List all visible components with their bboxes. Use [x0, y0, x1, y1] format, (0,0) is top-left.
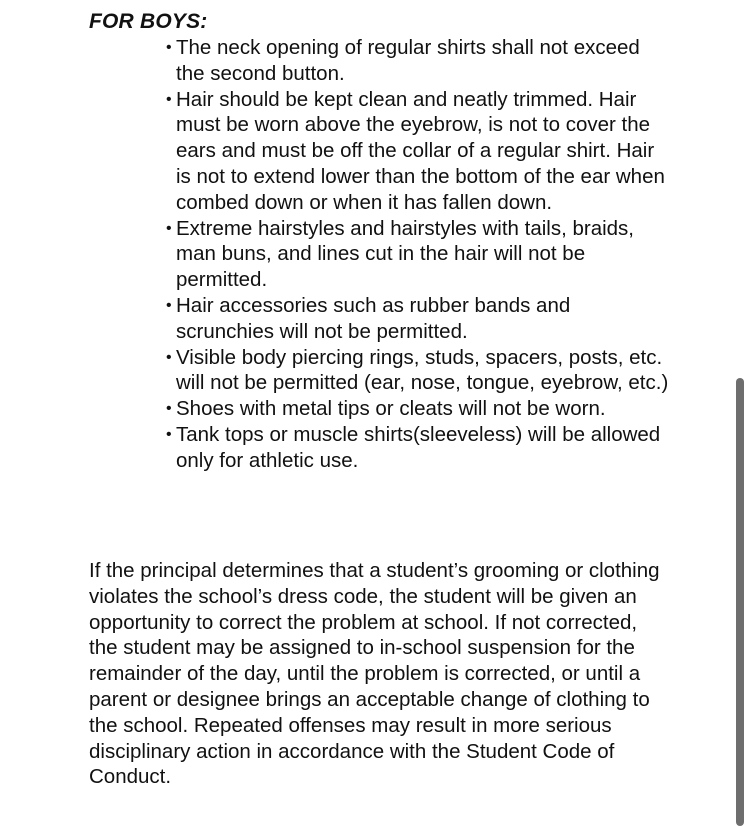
- rules-list: [155, 35, 670, 474]
- list-item: [155, 396, 670, 422]
- list-item-text: Visible body piercing rings, studs, spacers, posts, etc. will not be permitted (ear, nose, tongue, eyebrow, etc.): [176, 345, 669, 395]
- list-item-text: Extreme hairstyles and hairstyles with tails, braids, man buns, and lines cut in the hair will not be permitted.: [176, 216, 635, 292]
- list-item: [155, 216, 670, 293]
- list-item: [155, 422, 670, 474]
- bullet-icon: •: [166, 296, 172, 314]
- bullet-icon: •: [166, 400, 172, 418]
- list-item: [155, 35, 670, 87]
- list-item-text: Hair should be kept clean and neatly trimmed. Hair must be worn above the eyebrow, is not to cover the ears and must be off the collar of a regular shirt. Hair is not to extend lower than the bottom of the ear when combed down or when it has fallen down.: [176, 87, 665, 214]
- policy-paragraph: If the principal determines that a student’s grooming or clothing violates the school’s dress code, the student will be given an opportunity to correct the problem at school. If not corrected, the student may be assigned to in-school suspension for the remainder of the day, until the problem is corrected, or until a parent or designee brings an acceptable change of clothing to the school. Repeated offenses may result in more serious disciplinary action in accordance with the Student Code of Conduct.: [89, 559, 660, 789]
- list-item-text: Shoes with metal tips or cleats will not be worn.: [176, 397, 606, 421]
- list-item: [155, 345, 670, 397]
- list-item-text: Hair accessories such as rubber bands and scrunchies will not be permitted.: [176, 293, 571, 343]
- list-item-text: Tank tops or muscle shirts(sleeveless) will be allowed only for athletic use.: [176, 422, 661, 472]
- bullet-icon: •: [166, 219, 172, 237]
- vertical-scrollbar[interactable]: [736, 378, 744, 826]
- bullet-icon: •: [166, 425, 172, 443]
- list-item: [155, 87, 670, 216]
- bullet-icon: •: [166, 90, 172, 108]
- bullet-icon: •: [166, 39, 172, 56]
- section-heading: FOR BOYS:: [89, 10, 208, 33]
- bullet-icon: •: [166, 348, 172, 366]
- list-item-text: The neck opening of regular shirts shall not exceed the second button.: [176, 36, 640, 85]
- list-item: [155, 293, 670, 345]
